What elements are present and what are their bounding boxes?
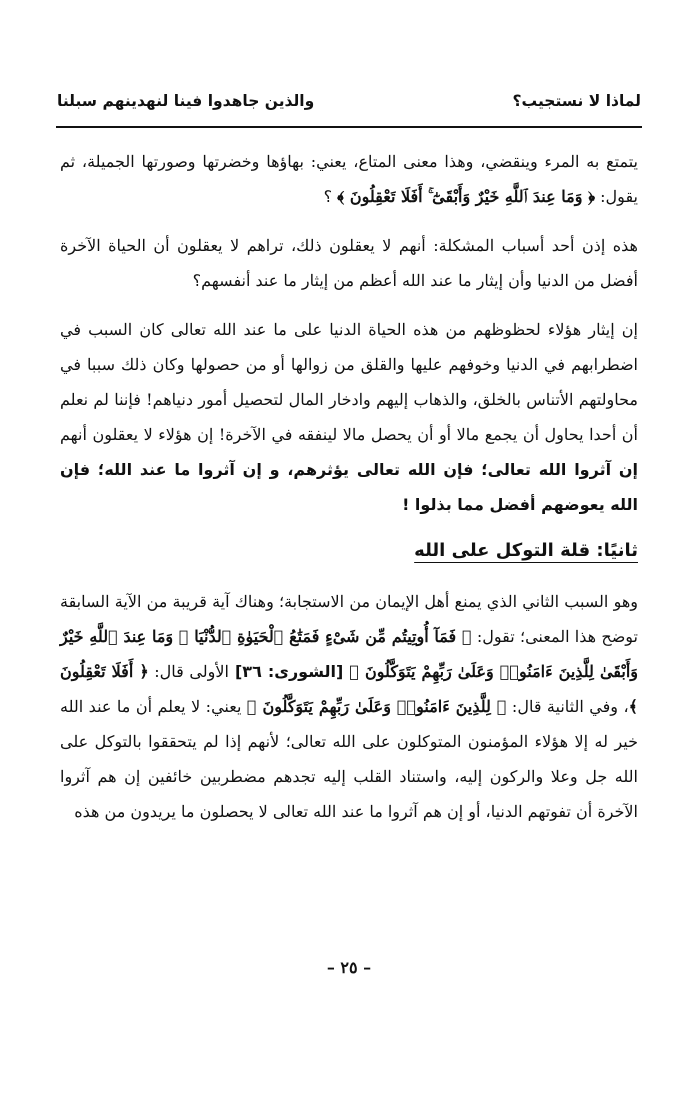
quran-verse: ﴿ لِلَّذِينَ ءَامَنُوا۟ وَعَلَىٰ رَبِّهِمْ يَتَوَكَّلُونَ ﴾: [246, 697, 507, 716]
verse-reference: [الشورى: ٣٦]: [228, 662, 350, 681]
book-title: والذين جاهدوا فينا لنهدينهم سبلنا: [57, 92, 315, 110]
section-heading: ثانيًا: قلة التوكل على الله: [414, 540, 638, 561]
emphasis-text: إن آثروا الله تعالى؛ فإن الله تعالى يؤثرهم، و إن آثروا ما عند الله؛ فإن الله يعوضهم أفضل مما بذلوا !: [60, 460, 638, 514]
quran-verse: ﴿ أَفَلَا تَعْقِلُونَ ﴾: [60, 662, 639, 716]
quran-verse: ﴿ وَمَا عِندَ ٱللَّهِ خَيْرٌ وَأَبْقَىٰٓ ۚ أَفَلَا تَعْقِلُونَ ﴾: [337, 187, 596, 206]
page-body: [60, 144, 638, 843]
page-number: – ٢٥ –: [326, 958, 372, 977]
paragraph-1: يتمتع به المرء وينقضي، وهذا معنى المتاع، يعني: بهاؤها وخضرتها وصورتها الجميلة، ثم يقول: ﴿ وَمَا عِندَ ٱللَّهِ خَيْرٌ وَأَبْقَىٰٓ ۚ أَفَلَا تَعْقِلُونَ ﴾ ؟: [60, 152, 638, 206]
running-header: [57, 92, 641, 110]
paragraph-4: وهو السبب الثاني الذي يمنع أهل الإيمان من الاستجابة؛ وهناك آية قريبة من الآية السابقة توضح هذا المعنى؛ تقول: ﴿ فَمَآ أُوتِيتُم مِّن شَىْءٍ فَمَتَٰعُ ٱلْحَيَوٰةِ ٱلدُّنْيَا ۖ وَمَا عِندَ ٱللَّهِ خَيْرٌ وَأَبْقَىٰ لِلَّذِينَ ءَامَنُوا۟ وَعَلَىٰ رَبِّهِمْ يَتَوَكَّلُونَ ﴾ [الشورى: ٣٦] الأولى قال: ﴿ أَفَلَا تَعْقِلُونَ ﴾، وفي الثانية قال: ﴿ لِلَّذِينَ ءَامَنُوا۟ وَعَلَىٰ رَبِّهِمْ يَتَوَكَّلُونَ ﴾ يعني: لا يعلم أن ما عند الله خير له إلا هؤلاء المؤمنون المتوكلون على الله تعالى؛ لأنهم إذا لم يتحققوا بالتوكل على الله جل وعلا والركون إليه، واستناد القلب إليه تجدهم مضطربين خائفين إن هم آثروا الآخرة أن تفوتهم الدنيا، أو إن هم آثروا ما عند الله تعالى لا يحصلون ما يريدون من هذه: [60, 592, 639, 821]
quran-verse: ﴿ فَمَآ أُوتِيتُم مِّن شَىْءٍ فَمَتَٰعُ ٱلْحَيَوٰةِ ٱلدُّنْيَا ۖ وَمَا عِندَ ٱللَّهِ خَيْرٌ وَأَبْقَىٰ لِلَّذِينَ ءَامَنُوا۟ وَعَلَىٰ رَبِّهِمْ يَتَوَكَّلُونَ ﴾: [60, 627, 638, 681]
paragraph-3: إن إيثار هؤلاء لحظوظهم من هذه الحياة الدنيا على ما عند الله تعالى كان السبب في اضطرابهم في الدنيا وخوفهم عليها والقلق من زوالها أو من حصولها وكان ذلك سببا في محاولتهم الأتناس بالخلق، والذهاب إليهم وادخار المال لتحصيل أمور دنياهم! فإننا لم نعلم أن أحدا يحاول أن يجمع مالا أو أن يحصل مالا لينفقه في الآخرة! إن هؤلاء لا يعقلون أنهم إن آثروا الله تعالى؛ فإن الله تعالى يؤثرهم، و إن آثروا ما عند الله؛ فإن الله يعوضهم أفضل مما بذلوا !: [60, 320, 638, 514]
chapter-title: لماذا لا نستجيب؟: [512, 92, 641, 110]
header-divider: [56, 126, 642, 128]
paragraph-2: هذه إذن أحد أسباب المشكلة: أنهم لا يعقلون ذلك، تراهم لا يعقلون أن الحياة الآخرة أفضل من الدنيا وأن إيثار ما عند الله أعظم من إيثار ما عند أنفسهم؟: [60, 236, 638, 290]
